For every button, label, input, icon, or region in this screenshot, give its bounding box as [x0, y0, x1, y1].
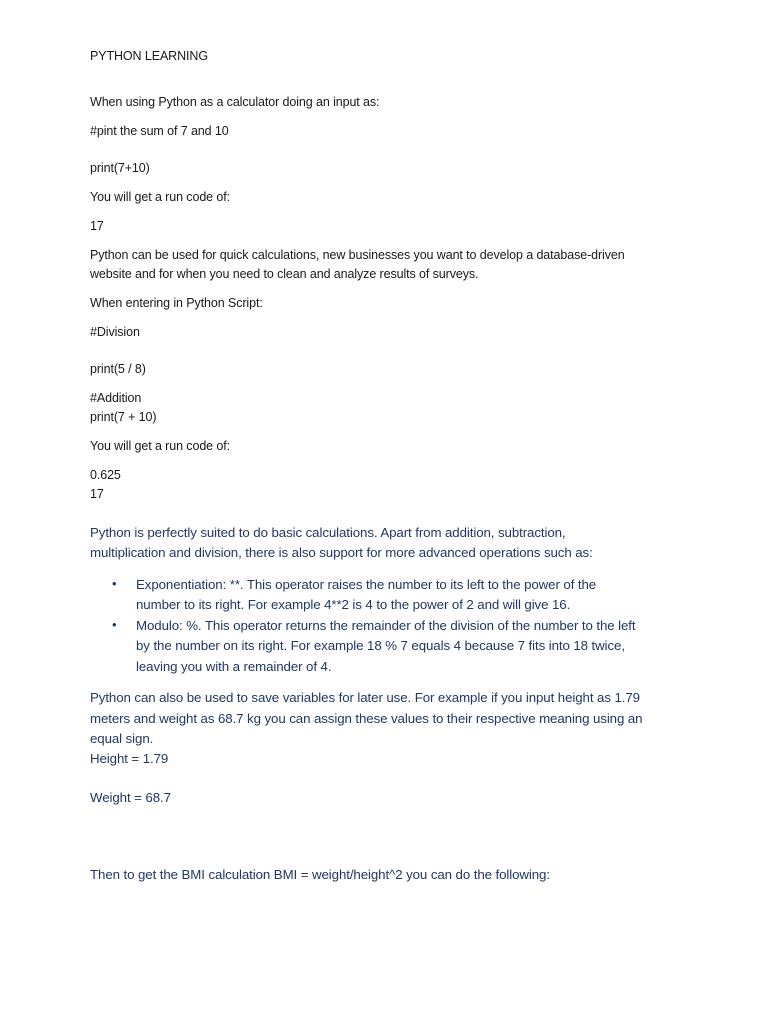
basic-calc-paragraph-line-2: multiplication and division, there is also support for more advanced operations such as: — [90, 545, 593, 560]
basic-calc-paragraph-line-1: Python is perfectly suited to do basic calculations. Apart from addition, subtraction, — [90, 525, 566, 540]
bullet-dot-icon: • — [112, 576, 117, 591]
weight-assignment: Weight = 68.7 — [90, 790, 171, 805]
bullet-modulo-line-1: Modulo: %. This operator returns the remainder of the division of the number to the left — [136, 618, 636, 633]
code-comment-sum: #pint the sum of 7 and 10 — [90, 124, 229, 138]
bullet-exponentiation-line-2: number to its right. For example 4**2 is 4 to the power of 2 and will give 16. — [136, 597, 571, 612]
intro-paragraph: When using Python as a calculator doing an input as: — [90, 95, 380, 109]
variables-paragraph-line-3: equal sign. — [90, 731, 154, 746]
code-comment-division: #Division — [90, 325, 140, 339]
page-title: PYTHON LEARNING — [90, 49, 208, 63]
result-value-sum: 17 — [90, 219, 104, 233]
bullet-dot-icon: • — [112, 617, 117, 632]
bmi-intro: Then to get the BMI calculation BMI = weight/height^2 you can do the following: — [90, 867, 550, 882]
bullet-exponentiation-line-1: Exponentiation: **. This operator raises the number to its left to the power of the — [136, 577, 597, 592]
variables-paragraph-line-1: Python can also be used to save variables for later use. For example if you input height as 1.79 — [90, 690, 640, 705]
variables-paragraph-line-2: meters and weight as 68.7 kg you can assign these values to their respective meaning using an — [90, 711, 643, 726]
result-value-division: 0.625 — [90, 468, 121, 482]
code-comment-addition: #Addition — [90, 391, 142, 405]
code-line-addition: print(7 + 10) — [90, 410, 157, 424]
code-line-sum: print(7+10) — [90, 161, 150, 175]
result-value-addition: 17 — [90, 487, 104, 501]
bullet-modulo-line-2: by the number on its right. For example 18 % 7 equals 4 because 7 fits into 18 twice, — [136, 638, 625, 653]
bullet-modulo-line-3: leaving you with a remainder of 4. — [136, 659, 332, 674]
code-line-division: print(5 / 8) — [90, 362, 146, 376]
script-intro: When entering in Python Script: — [90, 296, 263, 310]
run-code-label: You will get a run code of: — [90, 190, 230, 204]
uses-paragraph-line-1: Python can be used for quick calculations, new businesses you want to develop a database-driven — [90, 248, 625, 262]
height-assignment: Height = 1.79 — [90, 751, 169, 766]
run-code-label: You will get a run code of: — [90, 439, 230, 453]
uses-paragraph-line-2: website and for when you need to clean and analyze results of surveys. — [90, 267, 479, 281]
